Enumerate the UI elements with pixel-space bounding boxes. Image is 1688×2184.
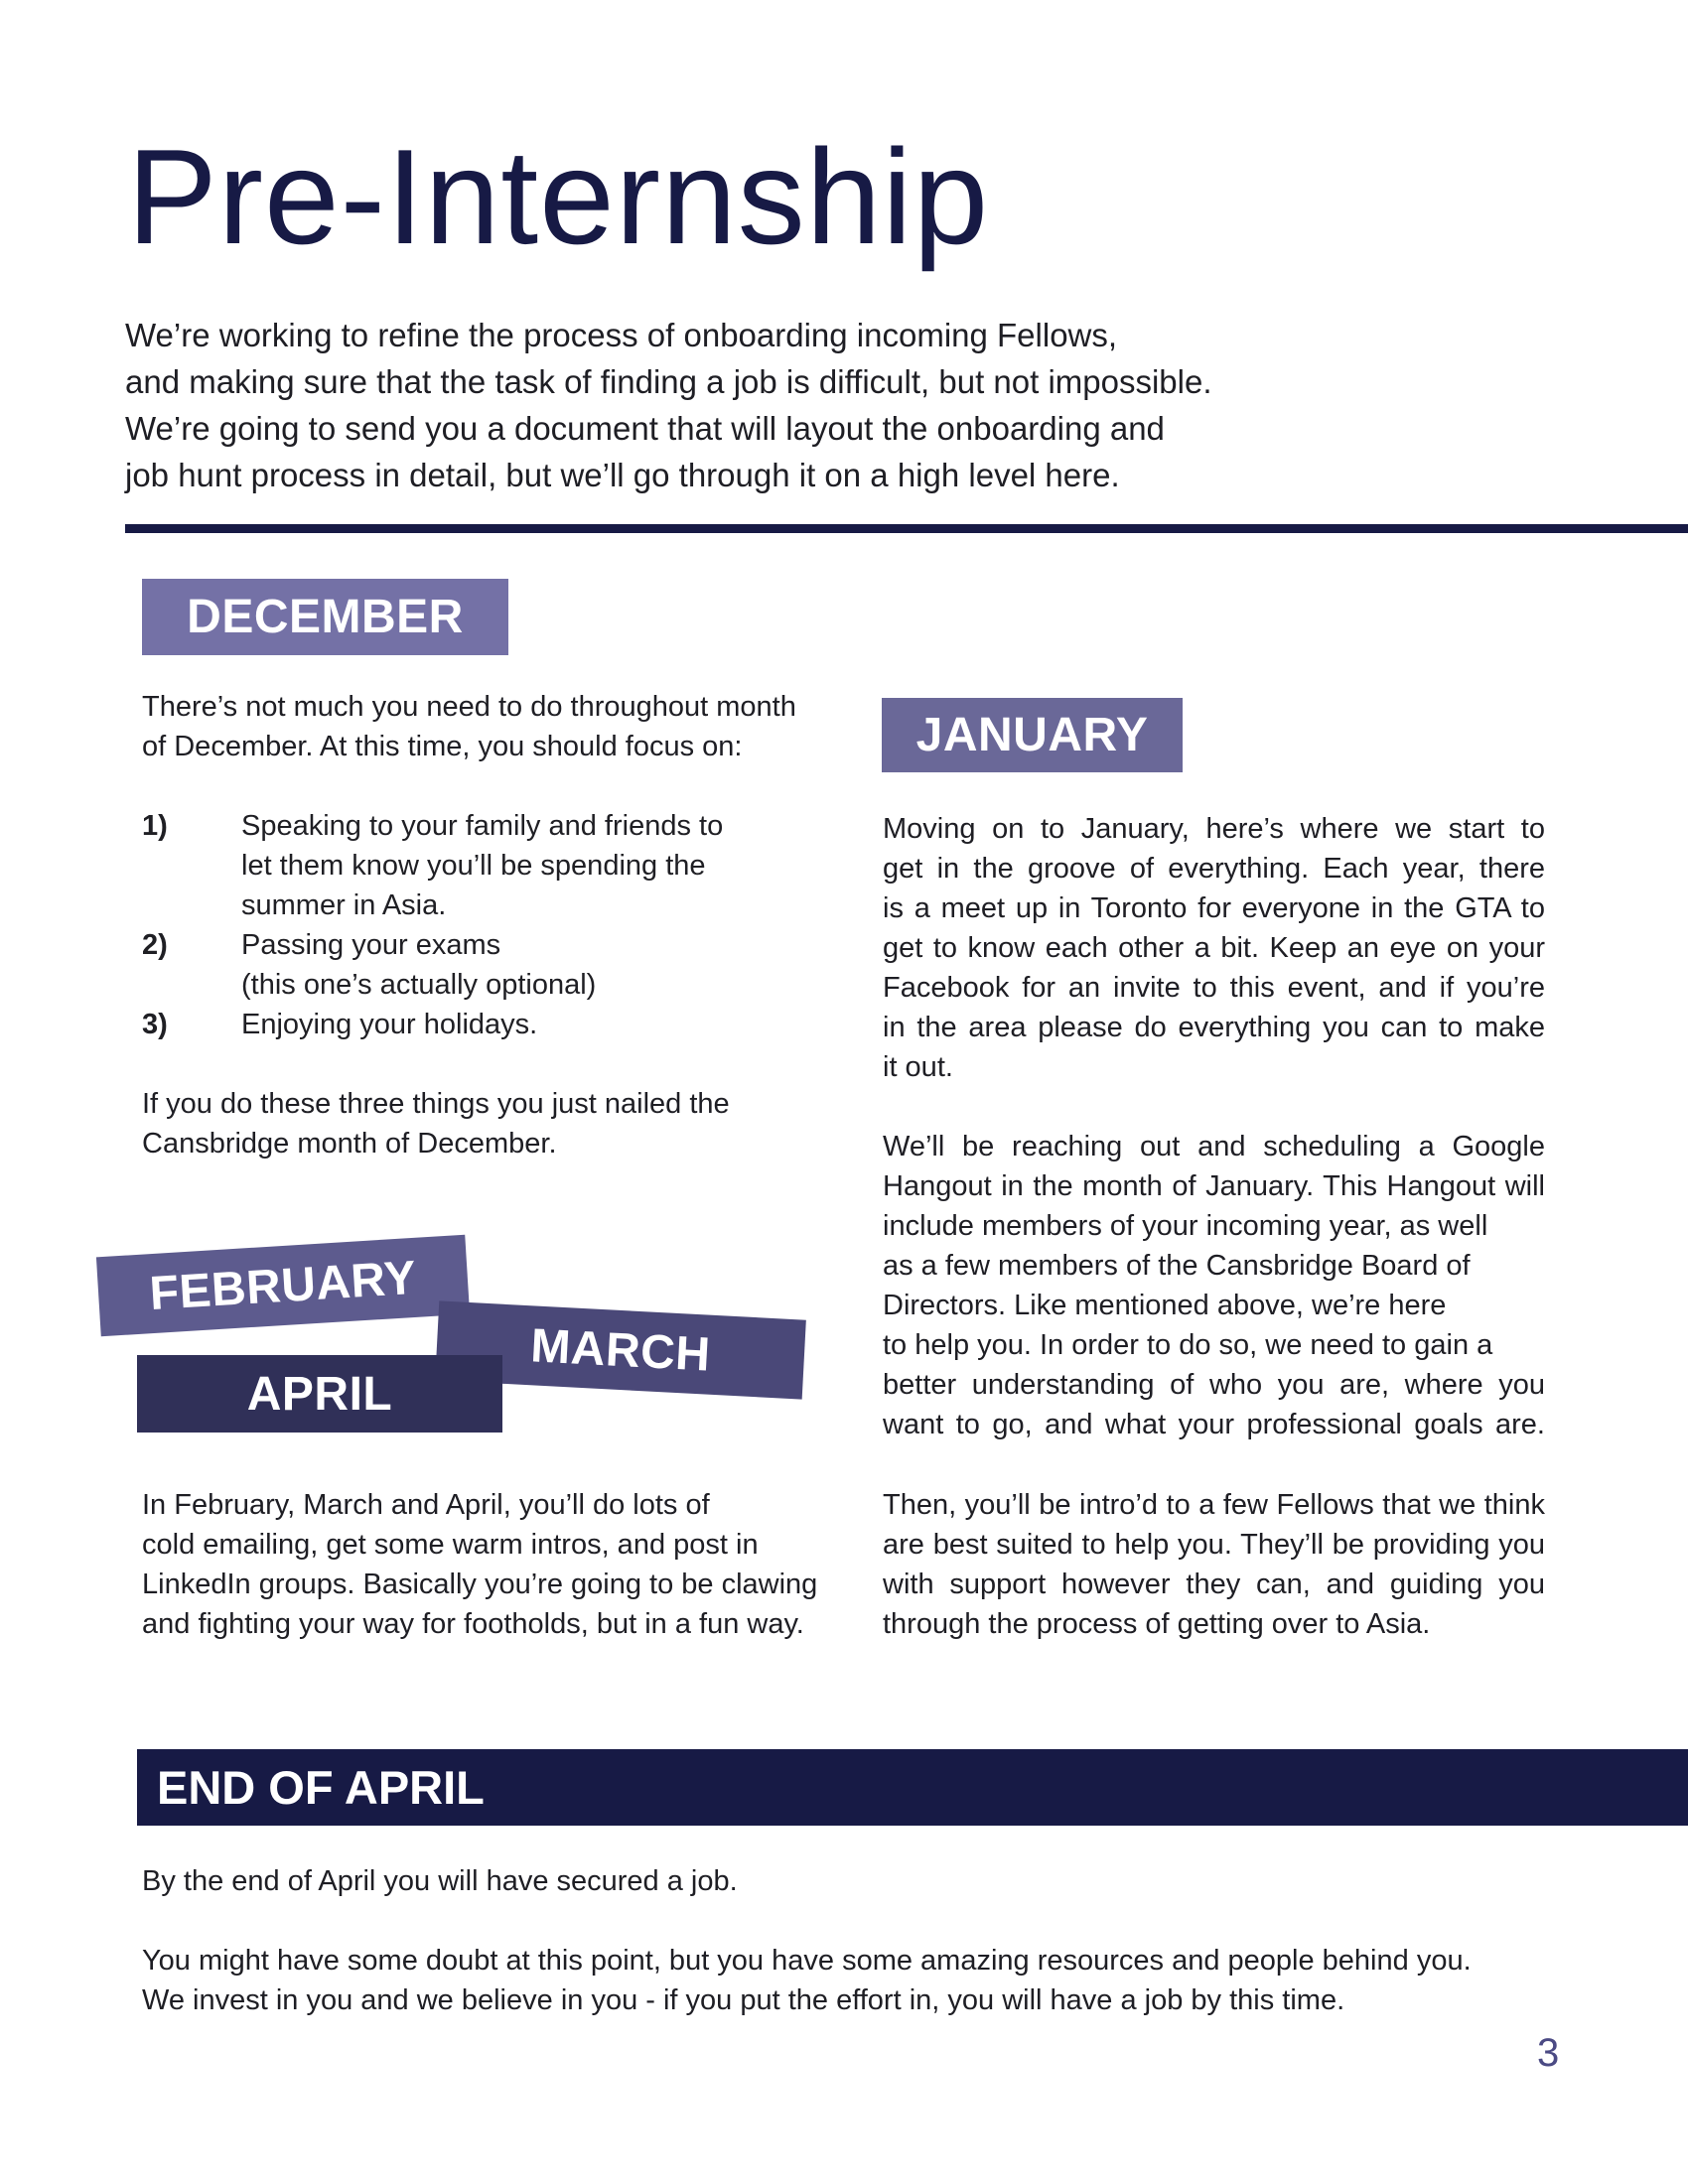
text-line: and fighting your way for footholds, but in a fun way. bbox=[142, 1608, 804, 1640]
text-line: through the process of getting over to Asia. bbox=[883, 1608, 1431, 1640]
text-line: summer in Asia. bbox=[241, 889, 447, 921]
text-line: (this one’s actually optional) bbox=[241, 969, 597, 1001]
list-number: 1) bbox=[142, 810, 168, 842]
list-item bbox=[142, 1005, 837, 1044]
text-line: cold emailing, get some warm intros, and post in bbox=[142, 1529, 759, 1561]
text-line: LinkedIn groups. Basically you’re going to be clawing bbox=[142, 1569, 818, 1600]
text-line: in the area please do everything you can to make bbox=[883, 1012, 1545, 1043]
text-line: Moving on to January, here’s where we start to bbox=[883, 813, 1545, 845]
text-line: Facebook for an invite to this event, and if you’re bbox=[883, 972, 1545, 1004]
list-number: 3) bbox=[142, 1009, 168, 1040]
text-line: let them know you’ll be spending the bbox=[241, 850, 706, 882]
page-title: Pre-Internship bbox=[127, 121, 990, 272]
text-line: with support however they can, and guiding you bbox=[883, 1569, 1545, 1600]
text-line: Hangout in the month of January. This Hangout will bbox=[883, 1170, 1545, 1202]
january-paragraph-1 bbox=[883, 809, 1545, 1087]
end-of-april-heading: END OF APRIL bbox=[137, 1749, 1688, 1826]
end-of-april-paragraph-1 bbox=[142, 1861, 1582, 1901]
text-line: You might have some doubt at this point, but you have some amazing resources and people behind you. bbox=[142, 1945, 1472, 1977]
text-line: Passing your exams bbox=[241, 929, 501, 961]
text-line: get to know each other a bit. Keep an eye on your bbox=[883, 932, 1545, 964]
january-paragraph-3 bbox=[883, 1485, 1545, 1644]
intro-paragraph bbox=[125, 312, 1366, 498]
text-line: better understanding of who you are, where you bbox=[883, 1369, 1545, 1401]
december-focus-list bbox=[142, 806, 837, 1044]
december-intro bbox=[142, 687, 837, 766]
feb-mar-apr-paragraph bbox=[142, 1485, 837, 1644]
text-line: Enjoying your holidays. bbox=[241, 1009, 538, 1040]
january-paragraph-2 bbox=[883, 1127, 1545, 1444]
text-line: There’s not much you need to do throughout month bbox=[142, 691, 796, 723]
december-heading: DECEMBER bbox=[142, 579, 508, 655]
text-line: Speaking to your family and friends to bbox=[241, 810, 724, 842]
text-line: it out. bbox=[883, 1051, 953, 1083]
page-number: 3 bbox=[1537, 2031, 1560, 2075]
section-divider bbox=[125, 524, 1688, 533]
intro-line: job hunt process in detail, but we’ll go through it on a high level here. bbox=[125, 457, 1120, 493]
text-line: of December. At this time, you should focus on: bbox=[142, 731, 743, 762]
intro-line: We’re working to refine the process of onboarding incoming Fellows, bbox=[125, 317, 1118, 353]
text-line: Cansbridge month of December. bbox=[142, 1128, 557, 1160]
text-line: include members of your incoming year, as well bbox=[883, 1210, 1488, 1242]
january-heading: JANUARY bbox=[882, 698, 1183, 772]
text-line: If you do these three things you just nailed the bbox=[142, 1088, 730, 1120]
list-item bbox=[142, 806, 837, 925]
text-line: Directors. Like mentioned above, we’re here bbox=[883, 1290, 1447, 1321]
text-line: In February, March and April, you’ll do lots of bbox=[142, 1489, 710, 1521]
text-line: We invest in you and we believe in you - if you put the effort in, you will have a job by this time. bbox=[142, 1984, 1345, 2016]
text-line: We’ll be reaching out and scheduling a Google bbox=[883, 1131, 1545, 1162]
march-heading: MARCH bbox=[435, 1300, 806, 1399]
end-of-april-paragraph-2 bbox=[142, 1941, 1582, 2020]
text-line: as a few members of the Cansbridge Board of bbox=[883, 1250, 1471, 1282]
intro-line: We’re going to send you a document that will layout the onboarding and bbox=[125, 410, 1165, 447]
february-heading: FEBRUARY bbox=[96, 1235, 470, 1337]
text-line: are best suited to help you. They’ll be providing you bbox=[883, 1529, 1545, 1561]
text-line: Then, you’ll be intro’d to a few Fellows that we think bbox=[883, 1489, 1545, 1521]
list-number: 2) bbox=[142, 929, 168, 961]
list-item bbox=[142, 925, 837, 1005]
text-line: By the end of April you will have secured a job. bbox=[142, 1865, 738, 1897]
text-line: is a meet up in Toronto for everyone in the GTA to bbox=[883, 892, 1545, 924]
intro-line: and making sure that the task of finding a job is difficult, but not impossible. bbox=[125, 363, 1212, 400]
december-closing bbox=[142, 1084, 837, 1163]
text-line: to help you. In order to do so, we need to gain a bbox=[883, 1329, 1493, 1361]
text-line: want to go, and what your professional goals are. bbox=[883, 1409, 1545, 1440]
april-heading: APRIL bbox=[137, 1355, 502, 1433]
text-line: get in the groove of everything. Each year, there bbox=[883, 853, 1545, 885]
